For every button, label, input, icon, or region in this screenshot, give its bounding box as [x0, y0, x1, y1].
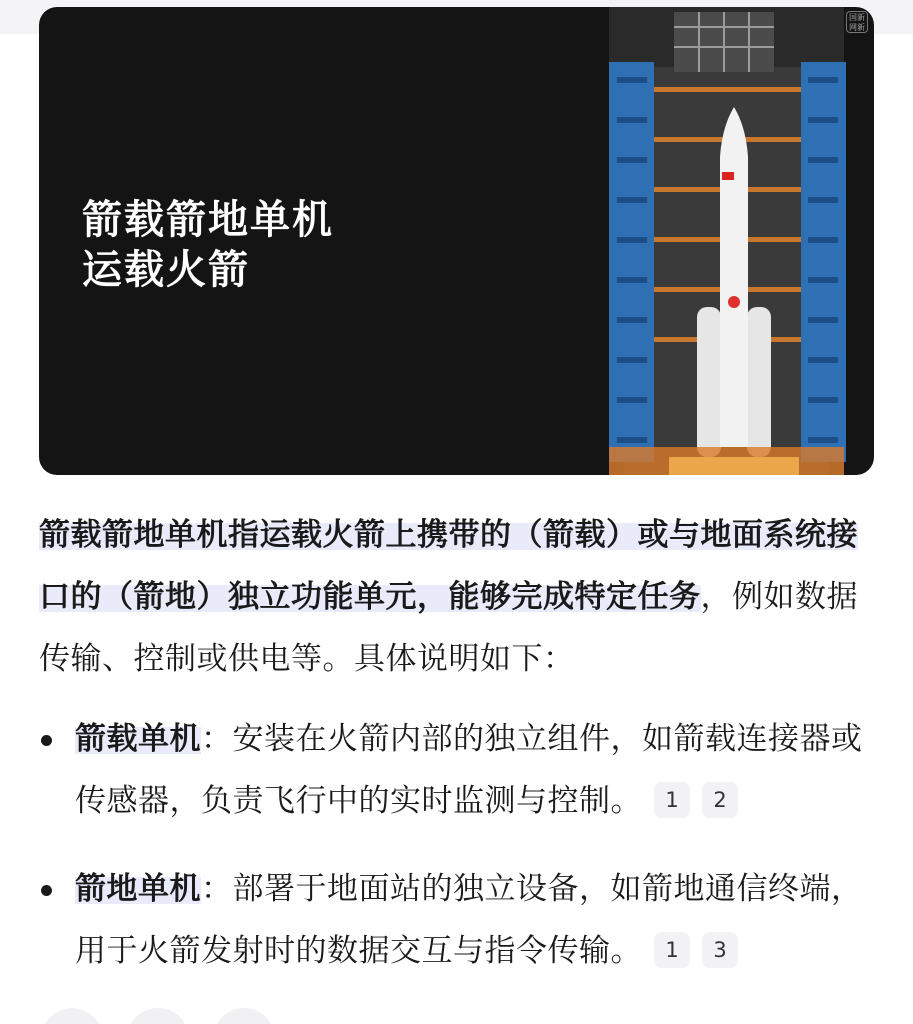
- answer-text: [39, 504, 874, 1008]
- hero-caption-line2: 运载火箭: [82, 247, 250, 293]
- rocket-launch-tower-illustration: [579, 7, 874, 475]
- bullet-dot: [41, 885, 52, 896]
- action-button-row: [39, 1008, 339, 1024]
- intro-paragraph: [39, 504, 874, 690]
- intro-highlight: 箭载箭地单机指运载火箭上携带的（箭载）或与地面系统接口的（箭地）独立功能单元，能够完成特定任务: [39, 517, 858, 615]
- citation-badge[interactable]: 1: [654, 932, 690, 968]
- bullet-item-ground: [39, 858, 874, 982]
- action-button[interactable]: [213, 1008, 275, 1024]
- bullet-list: [39, 708, 874, 982]
- bullet-text: ：部署于地面站的独立设备，如箭地通信终端，用于火箭发射时的数据交互与指令传输。: [75, 871, 863, 969]
- hero-image[interactable]: [39, 7, 874, 475]
- bullet-term: 箭地单机: [75, 871, 201, 907]
- citation-badge[interactable]: 3: [702, 932, 738, 968]
- bullet-dot: [41, 735, 52, 746]
- action-button[interactable]: [127, 1008, 189, 1024]
- action-button[interactable]: [41, 1008, 103, 1024]
- citation-badge[interactable]: 1: [654, 782, 690, 818]
- intro-rest: ，例如数据传输、控制或供电等。具体说明如下：: [39, 579, 858, 677]
- citation-badge[interactable]: 2: [702, 782, 738, 818]
- bullet-term: 箭载单机: [75, 721, 201, 757]
- bullet-item-onboard: [39, 708, 874, 832]
- hero-caption-line1: 箭载箭地单机: [82, 197, 334, 243]
- bullet-text: ：安装在火箭内部的独立组件，如箭载连接器或传感器，负责飞行中的实时监测与控制。: [75, 721, 863, 819]
- watermark-logo: 国新 网新: [846, 11, 868, 33]
- hero-caption: [82, 195, 334, 295]
